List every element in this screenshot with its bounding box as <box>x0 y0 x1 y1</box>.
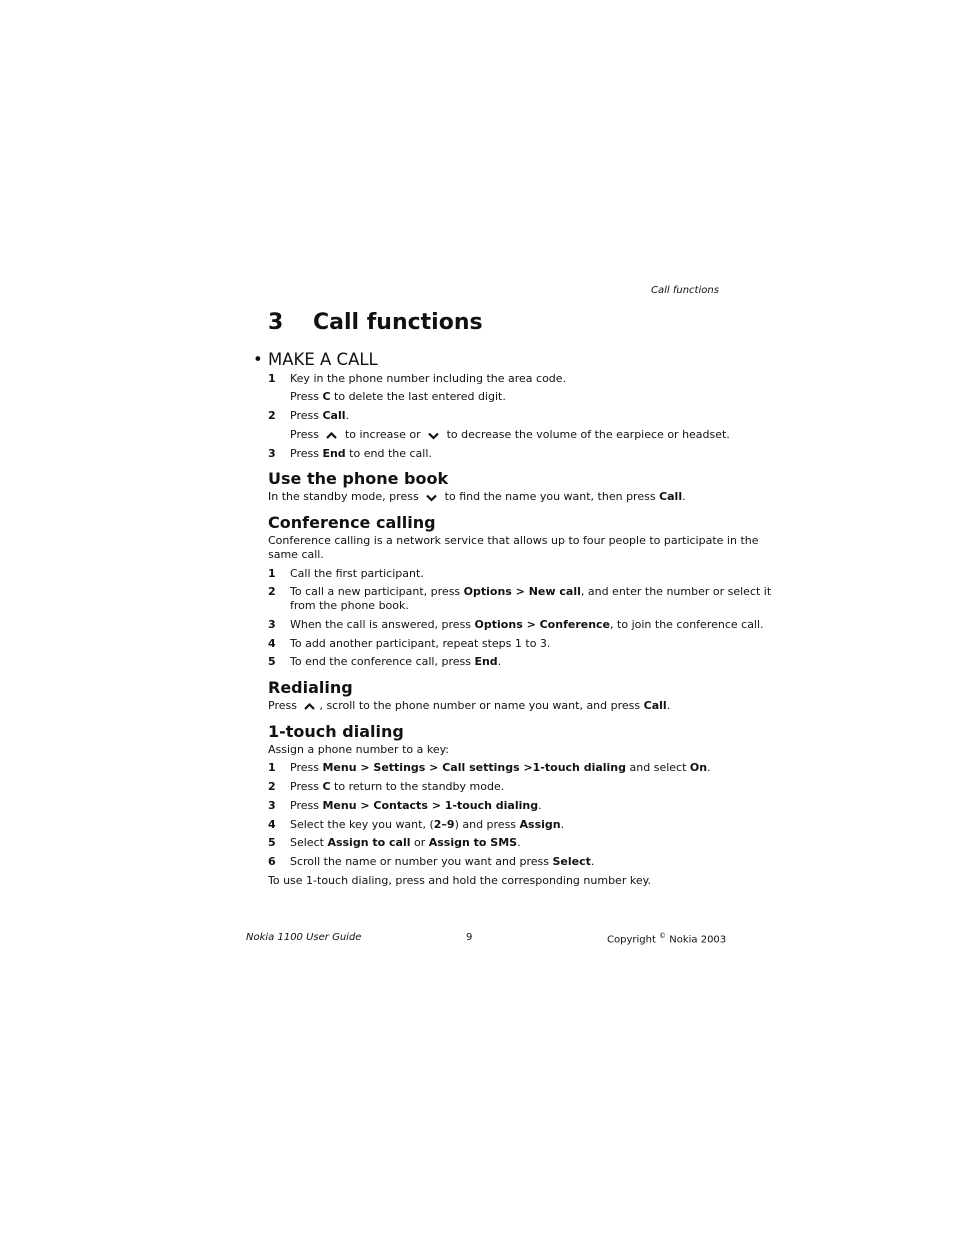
paragraph-phone-book: In the standby mode, press to find the name you want, then press Call. <box>268 490 686 503</box>
step-number: 3 <box>268 618 276 631</box>
step-text: Select the key you want, (2–9) and press Assign. <box>290 818 565 831</box>
step-number: 3 <box>268 799 276 812</box>
step-number: 5 <box>268 655 276 668</box>
footer-copyright: Copyright © Nokia 2003 <box>607 932 727 946</box>
scroll-up-icon <box>302 702 317 711</box>
chapter-number: 3 <box>268 310 284 335</box>
step-number: 2 <box>268 585 276 598</box>
step-number: 1 <box>268 567 276 580</box>
subheading-phone-book: Use the phone book <box>268 469 449 488</box>
scroll-up-icon <box>324 431 339 440</box>
step-number: 6 <box>268 855 276 868</box>
section-heading-make-a-call <box>253 350 378 369</box>
heading-bullet: • <box>253 350 263 369</box>
step-text: To end the conference call, press End. <box>290 655 502 668</box>
step-text: Select Assign to call or Assign to SMS. <box>290 836 521 849</box>
step-text: Press Menu > Contacts > 1-touch dialing. <box>290 799 542 812</box>
subheading-conference: Conference calling <box>268 513 436 532</box>
step-number: 4 <box>268 637 276 650</box>
step-text: To add another participant, repeat steps 1 to 3. <box>290 637 551 650</box>
step-text: Press C to return to the standby mode. <box>290 780 505 793</box>
paragraph-1-touch-intro: Assign a phone number to a key: <box>268 743 450 756</box>
step-number: 5 <box>268 836 276 849</box>
paragraph-conference-line2: same call. <box>268 548 324 561</box>
step-text: Press Menu > Settings > Call settings >1-touch dialing and select On. <box>290 761 711 774</box>
paragraph-redialing: Press , scroll to the phone number or name you want, and press Call. <box>268 699 671 712</box>
step-number: 4 <box>268 818 276 831</box>
step-text: Press C to delete the last entered digit. <box>290 390 506 403</box>
chapter-title-text: Call functions <box>313 310 483 335</box>
paragraph-1-touch-outro: To use 1-touch dialing, press and hold the corresponding number key. <box>268 874 652 887</box>
step-text: Press Call. <box>290 409 349 422</box>
step-text: To call a new participant, press Options > New call, and enter the number or select it <box>290 585 772 598</box>
scroll-down-icon <box>426 431 441 440</box>
chapter-title <box>268 310 483 335</box>
step-number: 2 <box>268 780 276 793</box>
step-text: Scroll the name or number you want and press Select. <box>290 855 595 868</box>
step-text: Press End to end the call. <box>290 447 432 460</box>
running-head: Call functions <box>651 285 719 296</box>
step-text: Press to increase or to decrease the volume of the earpiece or headset. <box>290 428 730 441</box>
footer-title: Nokia 1100 User Guide <box>246 932 362 943</box>
step-number: 3 <box>268 447 276 460</box>
page-number: 9 <box>466 932 473 943</box>
paragraph-conference-line1: Conference calling is a network service that allows up to four people to participate in the <box>268 534 759 547</box>
heading-text: MAKE A CALL <box>268 350 378 369</box>
step-text: Call the first participant. <box>290 567 424 580</box>
step-text: When the call is answered, press Options > Conference, to join the conference call. <box>290 618 764 631</box>
step-number: 2 <box>268 409 276 422</box>
subheading-1-touch-dialing: 1-touch dialing <box>268 722 404 741</box>
step-text: Key in the phone number including the area code. <box>290 372 567 385</box>
step-number: 1 <box>268 761 276 774</box>
step-number: 1 <box>268 372 276 385</box>
step-text-continued: from the phone book. <box>290 599 409 612</box>
subheading-redialing: Redialing <box>268 678 353 697</box>
scroll-down-icon <box>424 493 439 502</box>
